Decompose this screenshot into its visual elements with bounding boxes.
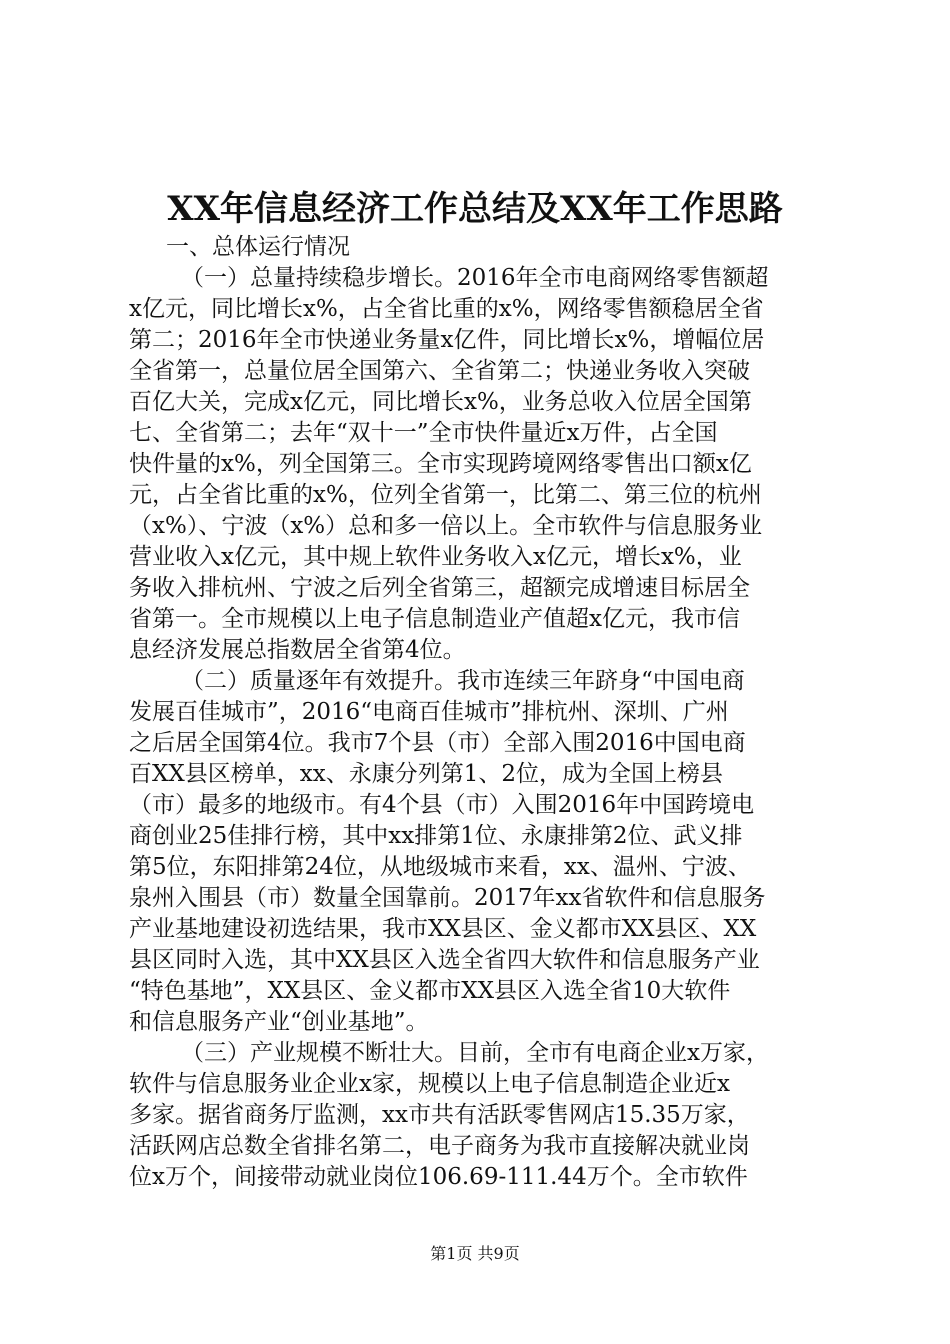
paragraph-line: （市）最多的地级市。有4个县（市）入围2016年中国跨境电 <box>129 792 755 818</box>
paragraph-line: 全省第一，总量位居全国第六、全省第二；快递业务收入突破 <box>129 358 750 384</box>
paragraph-line: 百XX县区榜单，xx、永康分列第1、2位，成为全国上榜县 <box>129 761 723 787</box>
document-title: XX年信息经济工作总结及XX年工作思路 <box>167 189 783 229</box>
paragraph-line: 和信息服务产业“创业基地”。 <box>129 1009 429 1035</box>
paragraph-line: 之后居全国第4位。我市7个县（市）全部入围2016中国电商 <box>129 730 746 756</box>
paragraph-line: 活跃网店总数全省排名第二，电子商务为我市直接解决就业岗 <box>129 1133 750 1159</box>
paragraph-line: （三）产业规模不断壮大。目前，全市有电商企业x万家， <box>181 1040 769 1066</box>
paragraph-line: 县区同时入选，其中XX县区入选全省四大软件和信息服务产业 <box>129 947 760 973</box>
section-heading: 一、总体运行情况 <box>166 234 350 260</box>
paragraph-line: （x%）、宁波（x%）总和多一倍以上。全市软件与信息服务业 <box>129 513 763 539</box>
paragraph-line: 泉州入围县（市）数量全国靠前。2017年xx省软件和信息服务 <box>129 885 766 911</box>
paragraph-line: 快件量的x%，列全国第三。全市实现跨境网络零售出口额x亿 <box>129 451 752 477</box>
paragraph-line: 百亿大关，完成x亿元，同比增长x%，业务总收入位居全国第 <box>129 389 752 415</box>
paragraph-line: 息经济发展总指数居全省第4位。 <box>129 637 466 663</box>
page-number-footer: 第1页 共9页 <box>430 1244 520 1263</box>
paragraph-line: “特色基地”，XX县区、金义都市XX县区入选全省10大软件 <box>129 978 731 1004</box>
paragraph-line: x亿元，同比增长x%，占全省比重的x%，网络零售额稳居全省 <box>129 296 764 322</box>
paragraph-line: 营业收入x亿元，其中规上软件业务收入x亿元，增长x%，业 <box>129 544 742 570</box>
paragraph-line: （二）质量逐年有效提升。我市连续三年跻身“中国电商 <box>181 668 745 694</box>
paragraph-line: 商创业25佳排行榜，其中xx排第1位、永康排第2位、武义排 <box>129 823 743 849</box>
paragraph-line: 位x万个，间接带动就业岗位106.69-111.44万个。全市软件 <box>129 1164 748 1190</box>
paragraph-line: 务收入排杭州、宁波之后列全省第三，超额完成增速目标居全 <box>129 575 750 601</box>
paragraph-line: 第二；2016年全市快递业务量x亿件，同比增长x%，增幅位居 <box>129 327 765 353</box>
paragraph-line: 第5位，东阳排第24位，从地级城市来看，xx、温州、宁波、 <box>129 854 751 880</box>
paragraph-line: 七、全省第二；去年“双十一”全市快件量近x万件，占全国 <box>129 420 718 446</box>
document-body <box>129 232 834 1193</box>
paragraph-line: 多家。据省商务厅监测，xx市共有活跃零售网店15.35万家， <box>129 1102 750 1128</box>
paragraph-line: 软件与信息服务业企业x家，规模以上电子信息制造企业近x <box>129 1071 730 1097</box>
paragraph-line: 省第一。全市规模以上电子信息制造业产值超x亿元，我市信 <box>129 606 740 632</box>
paragraph-line: 发展百佳城市”，2016“电商百佳城市”排杭州、深圳、广州 <box>129 699 729 725</box>
paragraph-line: （一）总量持续稳步增长。2016年全市电商网络零售额超 <box>181 265 769 291</box>
paragraph-line: 产业基地建设初选结果，我市XX县区、金义都市XX县区、XX <box>129 916 757 942</box>
paragraph-line: 元，占全省比重的x%，位列全省第一，比第二、第三位的杭州 <box>129 482 762 508</box>
